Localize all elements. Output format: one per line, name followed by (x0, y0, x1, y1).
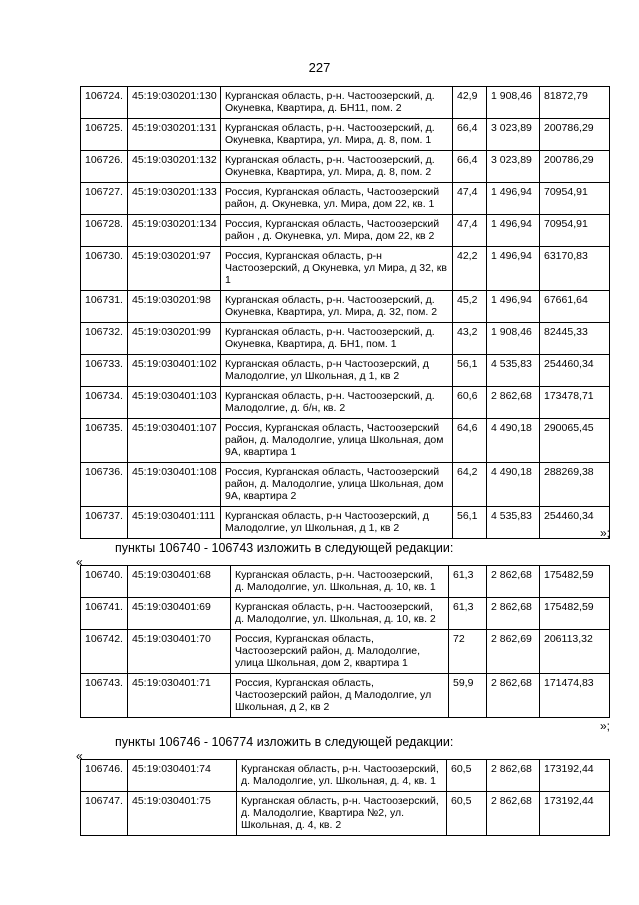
area-cell: 42,9 (453, 87, 487, 119)
opening-quote-mark: « (76, 749, 83, 763)
area-cell: 61,3 (449, 598, 487, 630)
cadastral-number-cell: 45:19:030201:132 (128, 151, 221, 183)
row-number-cell: 106731. (81, 291, 128, 323)
closing-quote-mark: »; (599, 719, 610, 733)
value-cell: 171474,83 (540, 674, 610, 718)
cadastral-number-cell: 45:19:030401:107 (128, 419, 221, 463)
opening-quote-mark: « (76, 555, 83, 569)
address-cell: Россия, Курганская область, Частоозерский район, д. Малодолгие, улица Школьная, дом 2, квартира 1 (231, 630, 449, 674)
row-number-cell: 106728. (81, 215, 128, 247)
table-row (81, 151, 610, 183)
value-cell: 81872,79 (540, 87, 610, 119)
value-cell: 70954,91 (540, 215, 610, 247)
cadastral-number-cell: 45:19:030401:103 (128, 387, 221, 419)
table-row (81, 183, 610, 215)
property-table-3 (80, 759, 610, 836)
area-cell: 64,2 (453, 463, 487, 507)
cadastral-number-cell: 45:19:030201:130 (128, 87, 221, 119)
value-cell: 70954,91 (540, 183, 610, 215)
value-cell: 200786,29 (540, 151, 610, 183)
row-number-cell: 106734. (81, 387, 128, 419)
area-cell: 66,4 (453, 119, 487, 151)
address-cell: Россия, Курганская область, Частоозерский район, д. Малодолгие, улица Школьная, дом 9А, квартира 1 (221, 419, 453, 463)
area-cell: 61,3 (449, 566, 487, 598)
property-table-1 (80, 86, 610, 539)
area-cell: 60,5 (447, 760, 487, 792)
cadastral-number-cell: 45:19:030401:71 (128, 674, 231, 718)
area-cell: 72 (449, 630, 487, 674)
table-row (81, 598, 610, 630)
address-cell: Курганская область, р-н. Частоозерский, д. Окуневка, Квартира, ул. Мира, д. 32, пом. 2 (221, 291, 453, 323)
row-number-cell: 106736. (81, 463, 128, 507)
value-cell: 67661,64 (540, 291, 610, 323)
value-cell: 288269,38 (540, 463, 610, 507)
closing-quote-mark: »; (599, 526, 610, 540)
cadastral-number-cell: 45:19:030401:69 (128, 598, 231, 630)
row-number-cell: 106725. (81, 119, 128, 151)
value-cell: 254460,34 (540, 507, 610, 539)
rate-cell: 1 496,94 (487, 291, 540, 323)
value-cell: 254460,34 (540, 355, 610, 387)
value-cell: 206113,32 (540, 630, 610, 674)
row-number-cell: 106724. (81, 87, 128, 119)
area-cell: 56,1 (453, 507, 487, 539)
rate-cell: 2 862,68 (487, 598, 540, 630)
cadastral-number-cell: 45:19:030401:108 (128, 463, 221, 507)
address-cell: Россия, Курганская область, Частоозерский район, д. Окуневка, ул. Мира, дом 22, кв. 1 (221, 183, 453, 215)
row-number-cell: 106742. (81, 630, 128, 674)
area-cell: 43,2 (453, 323, 487, 355)
table-row (81, 291, 610, 323)
address-cell: Курганская область, р-н. Частоозерский, д. Малодолгие, Квартира №2, ул. Школьная, д. 4, кв. 2 (237, 792, 447, 836)
value-cell: 82445,33 (540, 323, 610, 355)
value-cell: 200786,29 (540, 119, 610, 151)
property-table-2 (80, 565, 610, 718)
value-cell: 63170,83 (540, 247, 610, 291)
rate-cell: 4 535,83 (487, 355, 540, 387)
cadastral-number-cell: 45:19:030201:99 (128, 323, 221, 355)
table-row (81, 463, 610, 507)
area-cell: 64,6 (453, 419, 487, 463)
area-cell: 60,6 (453, 387, 487, 419)
page-number: 227 (308, 60, 331, 75)
table-row (81, 247, 610, 291)
address-cell: Курганская область, р-н. Частоозерский, д. Малодолгие, ул. Школьная, д. 10, кв. 2 (231, 598, 449, 630)
table-row (81, 119, 610, 151)
table-row (81, 674, 610, 718)
address-cell: Курганская область, р-н Частоозерский, д Малодолгие, ул Школьная, д 1, кв 2 (221, 355, 453, 387)
table-row (81, 419, 610, 463)
cadastral-number-cell: 45:19:030201:134 (128, 215, 221, 247)
rate-cell: 4 490,18 (487, 463, 540, 507)
row-number-cell: 106740. (81, 566, 128, 598)
value-cell: 173192,44 (540, 792, 610, 836)
value-cell: 173478,71 (540, 387, 610, 419)
rate-cell: 3 023,89 (487, 119, 540, 151)
cadastral-number-cell: 45:19:030401:74 (128, 760, 237, 792)
value-cell: 173192,44 (540, 760, 610, 792)
table-row (81, 566, 610, 598)
area-cell: 56,1 (453, 355, 487, 387)
rate-cell: 1 908,46 (487, 323, 540, 355)
table-body (81, 87, 610, 539)
rate-cell: 4 490,18 (487, 419, 540, 463)
area-cell: 59,9 (449, 674, 487, 718)
row-number-cell: 106741. (81, 598, 128, 630)
address-cell: Россия, Курганская область, р-н Частоозерский, д Окуневка, ул Мира, д 32, кв 1 (221, 247, 453, 291)
rate-cell: 1 496,94 (487, 247, 540, 291)
row-number-cell: 106732. (81, 323, 128, 355)
row-number-cell: 106743. (81, 674, 128, 718)
cadastral-number-cell: 45:19:030401:70 (128, 630, 231, 674)
rate-cell: 2 862,68 (487, 674, 540, 718)
value-cell: 175482,59 (540, 566, 610, 598)
paragraph-text: пункты 106746 - 106774 изложить в следующей редакции: (115, 735, 454, 749)
table-row (81, 760, 610, 792)
table-row (81, 215, 610, 247)
rate-cell: 3 023,89 (487, 151, 540, 183)
table-body (81, 760, 610, 836)
table-body (81, 566, 610, 718)
cadastral-number-cell: 45:19:030401:102 (128, 355, 221, 387)
cadastral-number-cell: 45:19:030201:133 (128, 183, 221, 215)
rate-cell: 2 862,68 (487, 566, 540, 598)
value-cell: 175482,59 (540, 598, 610, 630)
address-cell: Россия, Курганская область, Частоозерский район, д. Малодолгие, улица Школьная, дом 9А, квартира 2 (221, 463, 453, 507)
table-row (81, 630, 610, 674)
cadastral-number-cell: 45:19:030401:75 (128, 792, 237, 836)
address-cell: Россия, Курганская область, Частоозерский район, д Малодолгие, ул Школьная, д 2, кв 2 (231, 674, 449, 718)
paragraph-text: пункты 106740 - 106743 изложить в следующей редакции: (115, 541, 454, 555)
row-number-cell: 106727. (81, 183, 128, 215)
row-number-cell: 106735. (81, 419, 128, 463)
table-row (81, 792, 610, 836)
area-cell: 60,5 (447, 792, 487, 836)
area-cell: 47,4 (453, 215, 487, 247)
area-cell: 45,2 (453, 291, 487, 323)
cadastral-number-cell: 45:19:030401:68 (128, 566, 231, 598)
row-number-cell: 106730. (81, 247, 128, 291)
address-cell: Курганская область, р-н. Частоозерский, д. Окуневка, Квартира, д. БН1, пом. 1 (221, 323, 453, 355)
table-row (81, 387, 610, 419)
cadastral-number-cell: 45:19:030201:98 (128, 291, 221, 323)
rate-cell: 1 496,94 (487, 183, 540, 215)
address-cell: Курганская область, р-н Частоозерский, д Малодолгие, ул Школьная, д 1, кв 2 (221, 507, 453, 539)
rate-cell: 2 862,68 (487, 387, 540, 419)
address-cell: Курганская область, р-н. Частоозерский, д. Окуневка, Квартира, ул. Мира, д. 8, пом. 1 (221, 119, 453, 151)
address-cell: Курганская область, р-н. Частоозерский, д. Окуневка, Квартира, д. БН11, пом. 2 (221, 87, 453, 119)
rate-cell: 2 862,68 (487, 760, 540, 792)
row-number-cell: 106737. (81, 507, 128, 539)
address-cell: Курганская область, р-н. Частоозерский, д. Малодолгие, д. б/н, кв. 2 (221, 387, 453, 419)
rate-cell: 1 496,94 (487, 215, 540, 247)
cadastral-number-cell: 45:19:030201:97 (128, 247, 221, 291)
table-row (81, 507, 610, 539)
row-number-cell: 106726. (81, 151, 128, 183)
rate-cell: 1 908,46 (487, 87, 540, 119)
rate-cell: 2 862,69 (487, 630, 540, 674)
address-cell: Курганская область, р-н. Частоозерский, д. Окуневка, Квартира, ул. Мира, д. 8, пом. 2 (221, 151, 453, 183)
table-row (81, 355, 610, 387)
row-number-cell: 106733. (81, 355, 128, 387)
area-cell: 42,2 (453, 247, 487, 291)
row-number-cell: 106746. (81, 760, 128, 792)
address-cell: Курганская область, р-н. Частоозерский, д. Малодолгие, ул. Школьная, д. 10, кв. 1 (231, 566, 449, 598)
area-cell: 47,4 (453, 183, 487, 215)
table-row (81, 87, 610, 119)
address-cell: Россия, Курганская область, Частоозерский район , д. Окуневка, ул. Мира, дом 22, кв 2 (221, 215, 453, 247)
value-cell: 290065,45 (540, 419, 610, 463)
table-row (81, 323, 610, 355)
area-cell: 66,4 (453, 151, 487, 183)
rate-cell: 2 862,68 (487, 792, 540, 836)
cadastral-number-cell: 45:19:030201:131 (128, 119, 221, 151)
rate-cell: 4 535,83 (487, 507, 540, 539)
cadastral-number-cell: 45:19:030401:111 (128, 507, 221, 539)
row-number-cell: 106747. (81, 792, 128, 836)
address-cell: Курганская область, р-н. Частоозерский, д. Малодолгие, ул. Школьная, д. 4, кв. 1 (237, 760, 447, 792)
